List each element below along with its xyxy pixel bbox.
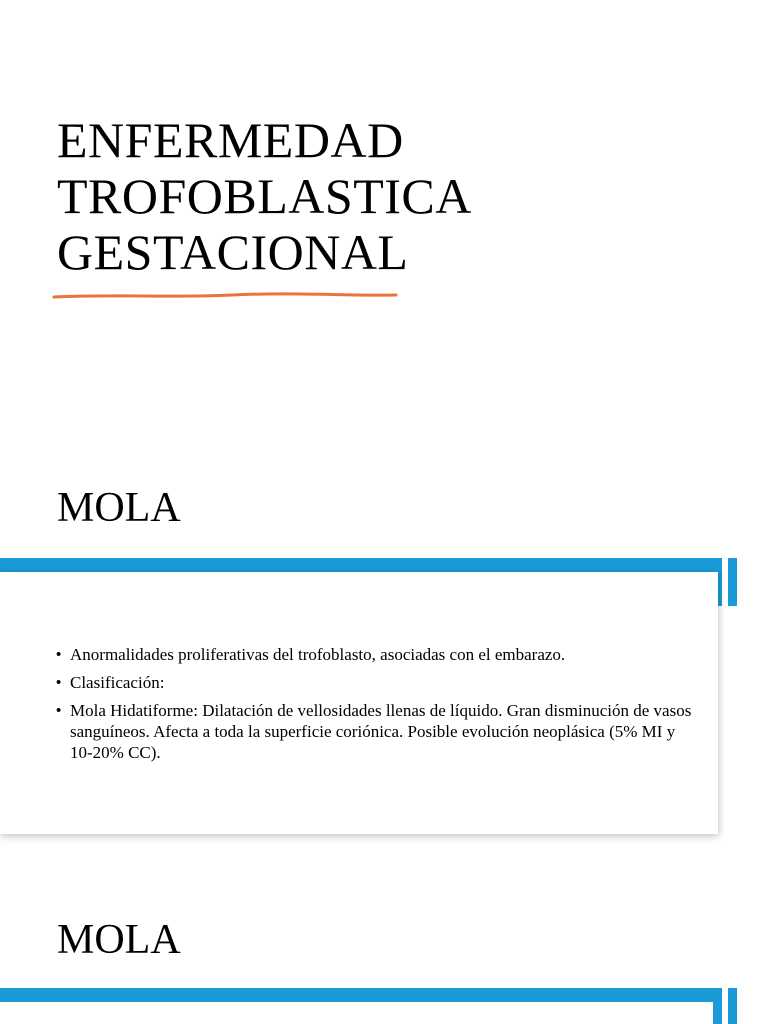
page-title [57, 112, 472, 280]
title-underline [52, 290, 398, 302]
content-card [0, 572, 718, 834]
title-line-3: GESTACIONAL [57, 224, 409, 280]
accent-bar-top [0, 558, 722, 572]
slide-frame-2 [0, 988, 768, 1024]
slide-frame-1 [0, 558, 768, 843]
accent-bar-vertical-4 [728, 988, 737, 1024]
bullet-item-2: • Clasificación: [56, 672, 696, 693]
title-line-1: ENFERMEDAD [57, 112, 404, 168]
accent-bar-vertical-2 [728, 558, 737, 606]
section-heading-2: MOLA [57, 917, 181, 963]
section-heading-1: MOLA [57, 485, 181, 531]
accent-bar-top-2 [0, 988, 722, 1002]
accent-bar-vertical-3 [713, 988, 722, 1024]
bullet-item-3: • Mola Hidatiforme: Dilatación de vellosidades llenas de líquido. Gran disminución de vasos sanguíneos. Afecta a toda la superficie coriónica. Posible evolución neoplásica (5% MI y 10-20% CC). [56, 700, 696, 763]
title-line-2: TROFOBLASTICA [57, 168, 472, 224]
bullet-list [56, 644, 696, 770]
bullet-item-1: • Anormalidades proliferativas del trofoblasto, asociadas con el embarazo. [56, 644, 696, 665]
